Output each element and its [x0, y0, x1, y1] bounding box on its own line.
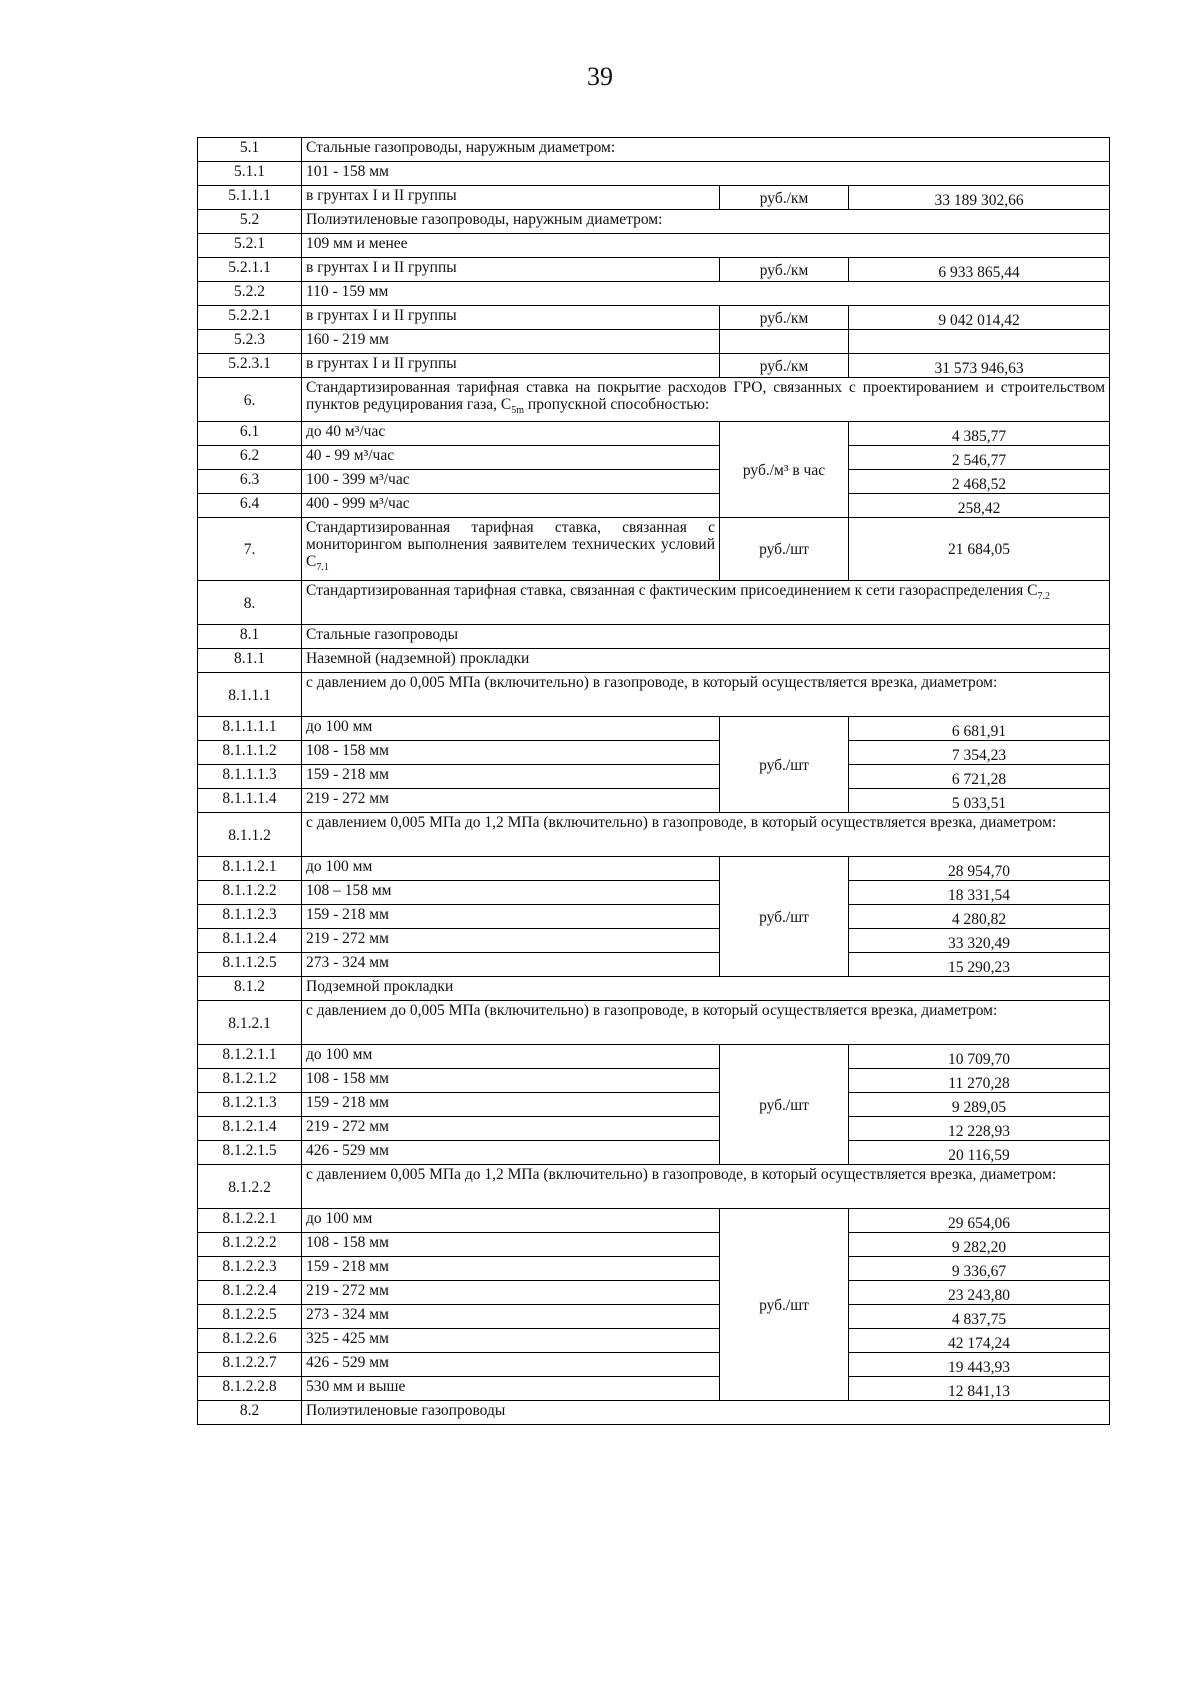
description-text: 108 - 158 мм: [306, 1234, 389, 1251]
description-text: 40 - 99 м³/час: [306, 447, 395, 464]
row-description: [302, 1209, 720, 1233]
row-description: [302, 581, 1110, 625]
row-number: 5.2.1: [198, 234, 302, 258]
description-text: 101 - 158 мм: [306, 163, 389, 180]
row-number: 8.1.2.1.3: [198, 1093, 302, 1117]
value-cell: 11 270,28: [849, 1069, 1110, 1093]
row-description: [302, 789, 720, 813]
value-cell: 6 721,28: [849, 765, 1110, 789]
table-row: [198, 1257, 1110, 1281]
description-text: до 100 мм: [306, 1210, 373, 1227]
value-cell: 4 280,82: [849, 905, 1110, 929]
row-number: 8.1.2.2.6: [198, 1329, 302, 1353]
row-description: [302, 210, 1110, 234]
description-text: 530 мм и выше: [306, 1378, 406, 1395]
value-cell: 258,42: [849, 494, 1110, 518]
row-description: [302, 282, 1110, 306]
description-text: 159 - 218 мм: [306, 766, 389, 783]
description-text: 273 - 324 мм: [306, 1306, 389, 1323]
row-number: 5.1.1: [198, 162, 302, 186]
value-cell: 12 228,93: [849, 1117, 1110, 1141]
row-description: [302, 234, 1110, 258]
row-number: 8.1.2.2.2: [198, 1233, 302, 1257]
row-description: [302, 1257, 720, 1281]
row-number: 5.2.2: [198, 282, 302, 306]
table-row: [198, 1209, 1110, 1233]
table-row: [198, 789, 1110, 813]
table-row: [198, 446, 1110, 470]
table-row: [198, 494, 1110, 518]
unit-cell: [720, 330, 849, 354]
description-text: с давлением до 0,005 МПа (включительно) в газопроводе, в который осуществляется врезка, диаметром:: [306, 1002, 998, 1019]
description-text: 159 - 218 мм: [306, 1094, 389, 1111]
row-description: [302, 1329, 720, 1353]
value-cell: 29 654,06: [849, 1209, 1110, 1233]
value-cell: 9 042 014,42: [849, 306, 1110, 330]
table-row: [198, 282, 1110, 306]
table-row: [198, 881, 1110, 905]
table-row: [198, 1045, 1110, 1069]
row-number: 8.1.2.2.4: [198, 1281, 302, 1305]
row-description: [302, 446, 720, 470]
row-description: [302, 1281, 720, 1305]
row-number: 8.1.1.1.1: [198, 717, 302, 741]
row-description: [302, 929, 720, 953]
row-description: [302, 1001, 1110, 1045]
value-cell: 28 954,70: [849, 857, 1110, 881]
value-cell: 10 709,70: [849, 1045, 1110, 1069]
table-row: [198, 330, 1110, 354]
row-description: [302, 470, 720, 494]
description-text: 160 - 219 мм: [306, 331, 389, 348]
row-number: 8.1.2.2.1: [198, 1209, 302, 1233]
table-row: [198, 258, 1110, 282]
row-description: [302, 1165, 1110, 1209]
row-number: 6.1: [198, 422, 302, 446]
description-text: Стальные газопроводы: [306, 626, 459, 643]
value-cell: 15 290,23: [849, 953, 1110, 977]
value-cell: 4 837,75: [849, 1305, 1110, 1329]
row-description: [302, 1069, 720, 1093]
unit-cell: руб./км: [720, 186, 849, 210]
subscript: 7.2: [1037, 591, 1050, 603]
row-number: 6.4: [198, 494, 302, 518]
row-description: [302, 306, 720, 330]
value-cell: 6 681,91: [849, 717, 1110, 741]
subscript: 7.1: [316, 562, 329, 574]
row-number: 8.1.1: [198, 649, 302, 673]
table-row: [198, 857, 1110, 881]
description-text: до 100 мм: [306, 1046, 373, 1063]
value-cell: [849, 330, 1110, 354]
row-description: [302, 1305, 720, 1329]
table-row: [198, 1329, 1110, 1353]
row-description: [302, 1117, 720, 1141]
value-cell: 4 385,77: [849, 422, 1110, 446]
value-cell: 20 116,59: [849, 1141, 1110, 1165]
description-text: 109 мм и менее: [306, 235, 408, 252]
description-text: Стандартизированная тарифная ставка, связанная с мониторингом выполнения заявителем технических условий C: [306, 519, 715, 570]
row-number: 8.1.1.2.3: [198, 905, 302, 929]
row-number: 8.1.2.2.7: [198, 1353, 302, 1377]
description-text: 108 - 158 мм: [306, 742, 389, 759]
row-number: 8.2: [198, 1401, 302, 1425]
table-row: [198, 354, 1110, 378]
description-text: с давлением 0,005 МПа до 1,2 МПа (включительно) в газопроводе, в который осуществляется врезка, диаметром:: [306, 1166, 1057, 1183]
row-number: 8.1.2.1.4: [198, 1117, 302, 1141]
row-number: 8.1.2.2.5: [198, 1305, 302, 1329]
row-number: 8.1.2.1.2: [198, 1069, 302, 1093]
description-text: 108 – 158 мм: [306, 882, 392, 899]
table-row: [198, 210, 1110, 234]
row-description: [302, 625, 1110, 649]
row-number: 8.: [198, 581, 302, 625]
description-text: 159 - 218 мм: [306, 906, 389, 923]
row-description: [302, 1045, 720, 1069]
row-number: 8.1: [198, 625, 302, 649]
value-cell: 42 174,24: [849, 1329, 1110, 1353]
value-cell: 9 336,67: [849, 1257, 1110, 1281]
table-row: [198, 234, 1110, 258]
row-number: 8.1.2.1.5: [198, 1141, 302, 1165]
table-row: [198, 422, 1110, 446]
description-text: 219 - 272 мм: [306, 930, 389, 947]
table-row: [198, 1401, 1110, 1425]
table-row: [198, 813, 1110, 857]
table-row: [198, 717, 1110, 741]
value-cell: 31 573 946,63: [849, 354, 1110, 378]
row-description: [302, 905, 720, 929]
description-text: Стандартизированная тарифная ставка, связанная с фактическим присоединением к сети газораспределения C: [306, 582, 1038, 599]
row-number: 8.1.1.1: [198, 673, 302, 717]
row-number: 5.1: [198, 138, 302, 162]
value-cell: 21 684,05: [849, 518, 1110, 581]
value-cell: 33 320,49: [849, 929, 1110, 953]
row-description: [302, 422, 720, 446]
row-description: [302, 378, 1110, 422]
row-number: 5.2.3: [198, 330, 302, 354]
row-number: 8.1.1.2.1: [198, 857, 302, 881]
unit-cell: руб./шт: [720, 717, 849, 813]
description-text: 426 - 529 мм: [306, 1142, 389, 1159]
table-row: [198, 581, 1110, 625]
unit-cell: руб./км: [720, 258, 849, 282]
table-row: [198, 1377, 1110, 1401]
table-row: [198, 1165, 1110, 1209]
table-row: [198, 378, 1110, 422]
description-text: в грунтах I и II группы: [306, 259, 457, 276]
table-row: [198, 649, 1110, 673]
row-number: 8.1.2.1.1: [198, 1045, 302, 1069]
table-row: [198, 1117, 1110, 1141]
description-text: Подземной прокладки: [306, 978, 454, 995]
description-text: в грунтах I и II группы: [306, 187, 457, 204]
table-row: [198, 977, 1110, 1001]
table-row: [198, 470, 1110, 494]
value-cell: 18 331,54: [849, 881, 1110, 905]
description-text: 219 - 272 мм: [306, 1282, 389, 1299]
row-number: 5.2.1.1: [198, 258, 302, 282]
row-description: [302, 186, 720, 210]
value-cell: 19 443,93: [849, 1353, 1110, 1377]
table-row: [198, 1093, 1110, 1117]
row-number: 6.: [198, 378, 302, 422]
unit-cell: руб./шт: [720, 1045, 849, 1165]
value-cell: 2 468,52: [849, 470, 1110, 494]
row-description: [302, 494, 720, 518]
table-row: [198, 162, 1110, 186]
description-text: 426 - 529 мм: [306, 1354, 389, 1371]
description-text: Наземной (надземной) прокладки: [306, 650, 530, 667]
table-row: [198, 518, 1110, 581]
row-description: [302, 1141, 720, 1165]
row-number: 8.1.1.2.4: [198, 929, 302, 953]
row-description: [302, 717, 720, 741]
description-text: Стальные газопроводы, наружным диаметром:: [306, 139, 616, 156]
unit-cell: руб./км: [720, 306, 849, 330]
row-description: [302, 953, 720, 977]
table-row: [198, 953, 1110, 977]
description-text: 273 - 324 мм: [306, 954, 389, 971]
description-text: 325 - 425 мм: [306, 1330, 389, 1347]
table-row: [198, 138, 1110, 162]
row-number: 8.1.2: [198, 977, 302, 1001]
value-cell: 12 841,13: [849, 1377, 1110, 1401]
description-text: до 40 м³/час: [306, 423, 386, 440]
row-description: [302, 673, 1110, 717]
row-number: 8.1.1.1.3: [198, 765, 302, 789]
description-text: 108 - 158 мм: [306, 1070, 389, 1087]
table-row: [198, 765, 1110, 789]
row-description: [302, 1233, 720, 1257]
row-number: 8.1.1.1.2: [198, 741, 302, 765]
value-cell: 33 189 302,66: [849, 186, 1110, 210]
row-description: [302, 1401, 1110, 1425]
row-description: [302, 649, 1110, 673]
value-cell: 9 282,20: [849, 1233, 1110, 1257]
unit-cell: руб./шт: [720, 857, 849, 977]
row-number: 5.1.1.1: [198, 186, 302, 210]
row-description: [302, 741, 720, 765]
description-text: до 100 мм: [306, 858, 373, 875]
row-description: [302, 813, 1110, 857]
table-row: [198, 625, 1110, 649]
row-description: [302, 354, 720, 378]
row-number: 8.1.2.2.3: [198, 1257, 302, 1281]
table-row: [198, 1141, 1110, 1165]
row-description: [302, 162, 1110, 186]
table-row: [198, 1281, 1110, 1305]
table-row: [198, 673, 1110, 717]
table-row: [198, 929, 1110, 953]
value-cell: 6 933 865,44: [849, 258, 1110, 282]
description-text: Полиэтиленовые газопроводы: [306, 1402, 506, 1419]
row-number: 6.3: [198, 470, 302, 494]
row-number: 5.2.2.1: [198, 306, 302, 330]
row-description: [302, 881, 720, 905]
description-text: до 100 мм: [306, 718, 373, 735]
table-row: [198, 186, 1110, 210]
value-cell: 2 546,77: [849, 446, 1110, 470]
row-description: [302, 518, 720, 581]
description-text: 110 - 159 мм: [306, 283, 389, 300]
row-number: 6.2: [198, 446, 302, 470]
value-cell: 23 243,80: [849, 1281, 1110, 1305]
row-number: 5.2.3.1: [198, 354, 302, 378]
row-description: [302, 330, 720, 354]
subscript: 5m: [511, 405, 525, 417]
description-text: Стандартизированная тарифная ставка на покрытие расходов ГРО, связанных с проектированием и строительством пунктов редуцирования газа, C: [306, 379, 1106, 413]
unit-cell: руб./шт: [720, 518, 849, 581]
table-row: [198, 1233, 1110, 1257]
row-description: [302, 258, 720, 282]
row-number: 8.1.1.2: [198, 813, 302, 857]
description-text: 219 - 272 мм: [306, 1118, 389, 1135]
description-text: Полиэтиленовые газопроводы, наружным диаметром:: [306, 211, 663, 228]
row-description: [302, 138, 1110, 162]
value-cell: 9 289,05: [849, 1093, 1110, 1117]
description-text: 219 - 272 мм: [306, 790, 389, 807]
row-number: 8.1.1.2.2: [198, 881, 302, 905]
row-description: [302, 1353, 720, 1377]
row-number: 8.1.2.1: [198, 1001, 302, 1045]
row-description: [302, 1093, 720, 1117]
page-number: 39: [587, 62, 613, 91]
row-number: 8.1.2.2.8: [198, 1377, 302, 1401]
table-row: [198, 905, 1110, 929]
description-text: с давлением 0,005 МПа до 1,2 МПа (включительно) в газопроводе, в который осуществляется врезка, диаметром:: [306, 814, 1057, 831]
row-number: 7.: [198, 518, 302, 581]
value-cell: 7 354,23: [849, 741, 1110, 765]
description-text: 400 - 999 м³/час: [306, 495, 410, 512]
unit-cell: руб./км: [720, 354, 849, 378]
table-row: [198, 741, 1110, 765]
description-text: 159 - 218 мм: [306, 1258, 389, 1275]
description-text: в грунтах I и II группы: [306, 355, 457, 372]
row-number: 8.1.1.1.4: [198, 789, 302, 813]
table-row: [198, 1001, 1110, 1045]
description-text: в грунтах I и II группы: [306, 307, 457, 324]
value-cell: 5 033,51: [849, 789, 1110, 813]
unit-cell: руб./шт: [720, 1209, 849, 1401]
description-text: 100 - 399 м³/час: [306, 471, 410, 488]
description-text: с давлением до 0,005 МПа (включительно) в газопроводе, в который осуществляется врезка, диаметром:: [306, 674, 998, 691]
table-row: [198, 306, 1110, 330]
row-number: 8.1.1.2.5: [198, 953, 302, 977]
row-number: 5.2: [198, 210, 302, 234]
row-description: [302, 765, 720, 789]
table-row: [198, 1353, 1110, 1377]
description-text-tail: пропускной способностью:: [524, 396, 710, 413]
table-row: [198, 1305, 1110, 1329]
row-description: [302, 977, 1110, 1001]
tariff-table: [197, 137, 1110, 1425]
table-row: [198, 1069, 1110, 1093]
unit-cell: руб./м³ в час: [720, 422, 849, 518]
row-description: [302, 1377, 720, 1401]
row-number: 8.1.2.2: [198, 1165, 302, 1209]
row-description: [302, 857, 720, 881]
